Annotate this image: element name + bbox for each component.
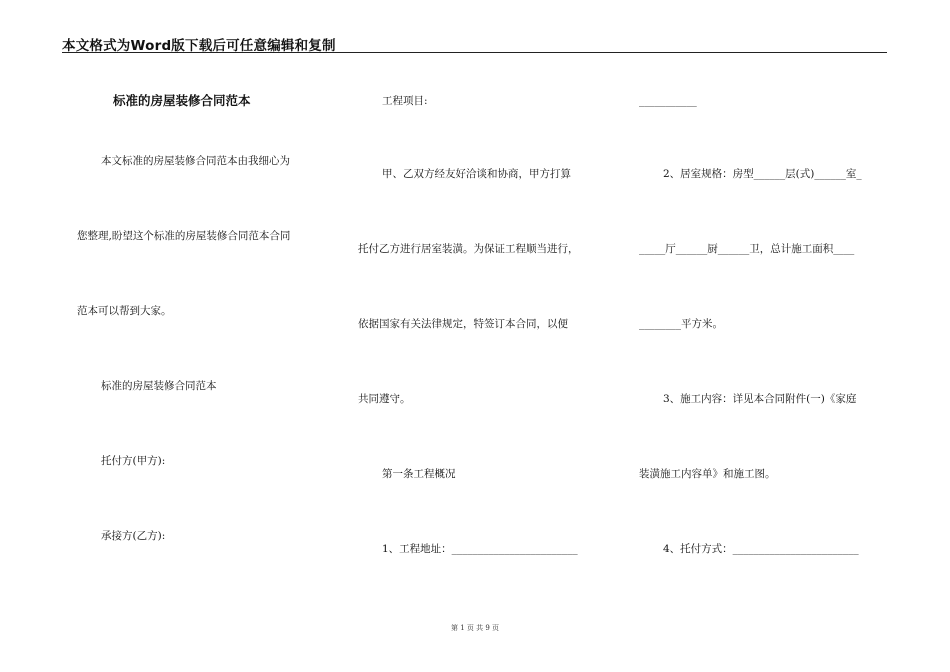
paragraph-line: 2、居室规格：房型______层(式)______室_ (663, 168, 862, 180)
paragraph-line: ___________ (639, 95, 697, 107)
paragraph-line: 范本可以帮到大家。 (77, 305, 172, 317)
section-heading: 第一条工程概况 (382, 468, 456, 480)
document-title: 标准的房屋装修合同范本 (113, 93, 251, 108)
paragraph-line: 1、工程地址：________________________ (382, 543, 578, 555)
paragraph-line: _____厅______厨______卫，总计施工面积____ (639, 243, 855, 255)
paragraph-line: 托付方(甲方): (101, 455, 166, 467)
paragraph-line: 依据国家有关法律规定，特签订本合同，以便 (358, 318, 568, 330)
paragraph-line: 承接方(乙方): (101, 530, 166, 542)
paragraph-line: 托付乙方进行居室装潢。为保证工程顺当进行， (358, 243, 579, 255)
header-divider (62, 52, 887, 53)
paragraph-line: ________平方米。 (639, 318, 723, 330)
document-header-banner: 本文格式为Word版下载后可任意编辑和复制 (62, 38, 336, 54)
paragraph-line: 装潢施工内容单》和施工图。 (639, 468, 776, 480)
paragraph-line: 共同遵守。 (358, 393, 411, 405)
paragraph-line: 3、施工内容：详见本合同附件(一)《家庭 (663, 393, 857, 405)
paragraph-line: 甲、乙双方经友好洽谈和协商，甲方打算 (382, 168, 571, 180)
paragraph-line: 您整理,盼望这个标准的房屋装修合同范本合同 (77, 230, 291, 242)
paragraph-line: 4、托付方式：________________________ (663, 543, 859, 555)
page-number: 第 1 页 共 9 页 (450, 624, 500, 632)
paragraph-line: 工程项目: (382, 95, 428, 107)
paragraph-line: 标准的房屋装修合同范本 (101, 380, 217, 392)
paragraph-line: 本文标准的房屋装修合同范本由我细心为 (101, 155, 290, 167)
